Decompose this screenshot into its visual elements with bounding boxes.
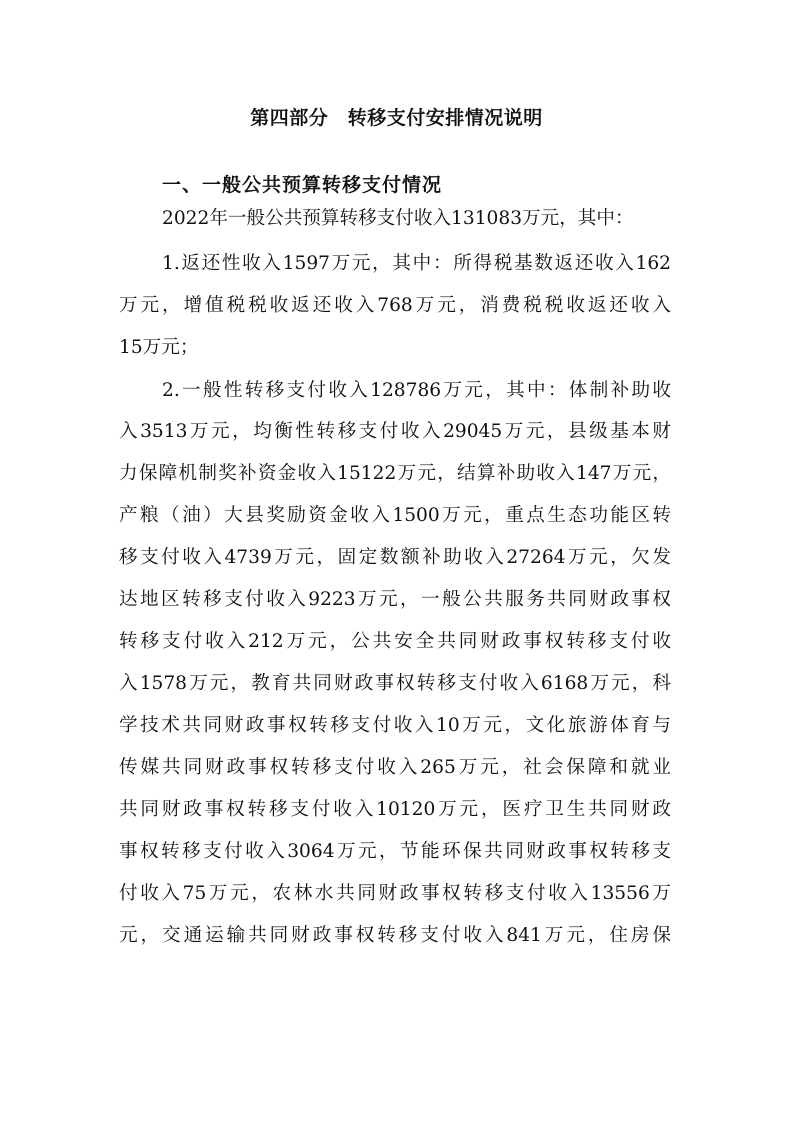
paragraph-line: 学技术共同财政事权转移支付收入10万元，文化旅游体育与 [119,715,671,736]
paragraph-line: 入3513万元，均衡性转移支付收入29045万元，县级基本财 [119,421,671,442]
paragraph-line: 力保障机制奖补资金收入15122万元，结算补助收入147万元， [119,463,671,484]
paragraph-line: 2.一般性转移支付收入128786万元，其中：体制补助收 [162,380,671,401]
page-title: 第四部分 转移支付安排情况说明 [250,107,543,129]
paragraph-line: 15万元； [119,337,199,358]
paragraph-line: 产粮（油）大县奖励资金收入1500万元，重点生态功能区转 [119,505,671,526]
paragraph-line: 移支付收入4739万元，固定数额补助收入27264万元，欠发 [119,547,671,568]
paragraph-line: 传媒共同财政事权转移支付收入265万元，社会保障和就业 [119,757,671,778]
paragraph-line: 1.返还性收入1597万元，其中：所得税基数返还收入162 [162,253,671,274]
paragraph-line: 共同财政事权转移支付收入10120万元，医疗卫生共同财政 [119,799,671,820]
section-heading: 一、一般公共预算转移支付情况 [162,174,443,196]
paragraph-line: 事权转移支付收入3064万元，节能环保共同财政事权转移支 [119,841,671,862]
paragraph-line: 元，交通运输共同财政事权转移支付收入841万元，住房保 [119,925,671,946]
paragraph-line: 转移支付收入212万元，公共安全共同财政事权转移支付收 [119,631,671,652]
paragraph-line: 达地区转移支付收入9223万元，一般公共服务共同财政事权 [119,589,671,610]
paragraph-line: 入1578万元，教育共同财政事权转移支付收入6168万元，科 [119,673,671,694]
paragraph-line: 付收入75万元，农林水共同财政事权转移支付收入13556万 [119,883,671,904]
intro-paragraph: 2022年一般公共预算转移支付收入131083万元，其中： [162,208,634,229]
paragraph-line: 万元，增值税税收返还收入768万元，消费税税收返还收入 [119,295,671,316]
